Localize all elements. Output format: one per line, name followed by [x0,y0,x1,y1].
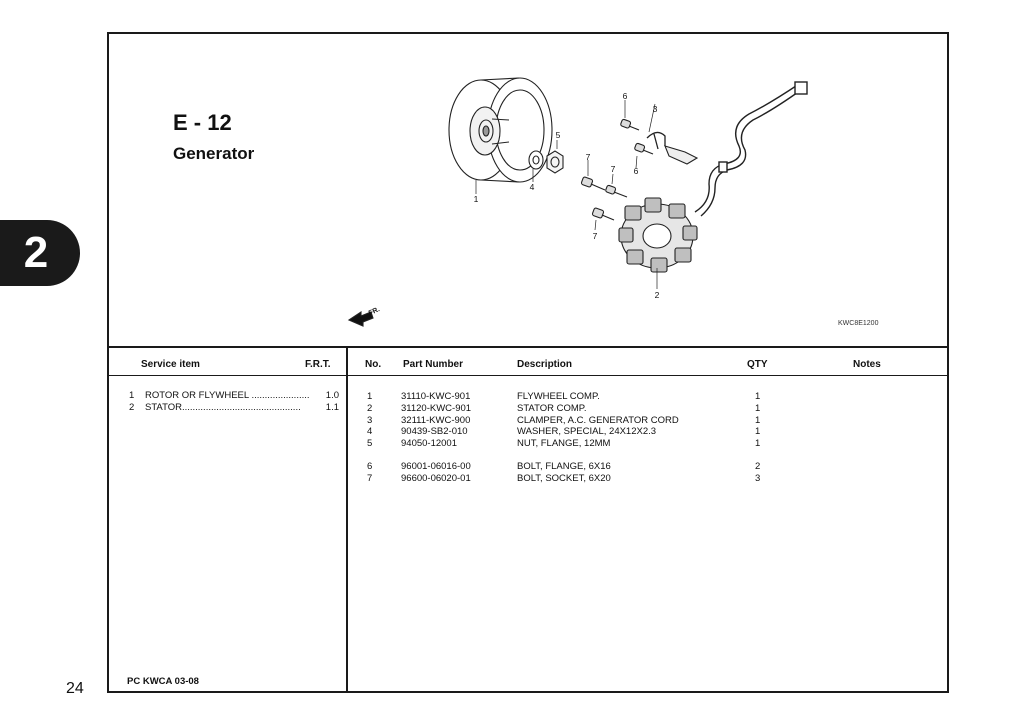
stator-drawing [619,198,697,272]
part-description: STATOR COMP. [517,402,587,414]
service-row [129,402,339,413]
service-row-label: ROTOR OR FLYWHEEL ...................... [145,390,310,401]
callout-4: 4 [529,182,535,192]
parts-row [361,461,861,473]
frt-header: F.R.T. [305,359,331,370]
parts-row [361,391,861,403]
bolts-drawing [581,119,653,220]
part-description: BOLT, FLANGE, 6X16 [517,460,611,472]
service-row-frt: 1.1 [325,402,339,413]
part-number: 31110-KWC-901 [401,391,471,402]
description-header: Description [517,359,573,370]
part-qty: 1 [755,438,761,450]
part-number: 96001-06016-00 [401,460,471,472]
service-row-no: 1 [129,390,135,401]
direction-label: FR. [367,306,381,318]
service-row-frt: 1.0 [325,390,339,401]
parts-row [361,426,861,438]
callout-7: 7 [610,164,616,174]
part-description: BOLT, SOCKET, 6X20 [517,472,611,484]
callout-3: 3 [652,104,658,114]
part-no: 1 [367,391,373,402]
table-header-rule [109,375,947,376]
callout-5: 5 [555,130,561,140]
part-qty: 1 [755,414,761,426]
part-description: FLYWHEEL COMP. [517,391,600,402]
service-row-no: 2 [129,402,135,413]
callout-7: 7 [585,152,591,162]
part-number: 96600-06020-01 [401,472,471,484]
part-no: 6 [367,460,373,472]
notes-header: Notes [853,359,881,370]
part-number: 94050-12001 [401,438,457,450]
section-title: Generator [173,144,255,163]
part-qty: 1 [755,402,761,414]
callout-6: 6 [622,91,628,101]
row-group-gap [361,450,861,461]
wiring-drawing [695,82,807,216]
part-no: 4 [367,426,373,438]
figure-code: KWC8E1200 [838,320,879,327]
generator-exploded-diagram [109,34,947,346]
parts-list [361,391,861,485]
callout-7: 7 [592,231,598,241]
document-code: PC KWCA 03-08 [127,676,199,687]
part-number: 32111-KWC-900 [401,414,471,426]
part-description: WASHER, SPECIAL, 24X12X2.3 [517,426,657,438]
parts-row [361,438,861,450]
part-number-header: Part Number [403,359,464,370]
chapter-number: 2 [23,228,49,277]
part-qty: 2 [755,460,761,472]
parts-row [361,403,861,415]
chapter-tab [0,220,80,286]
part-number: 31120-KWC-901 [401,402,472,414]
part-no: 2 [367,402,373,414]
part-description: CLAMPER, A.C. GENERATOR CORD [517,414,679,426]
clamper-drawing [647,132,665,149]
service-item-header: Service item [141,359,200,370]
column-divider [346,348,348,693]
part-description: NUT, FLANGE, 12MM [517,438,611,450]
callout-2: 2 [654,290,660,300]
callout-6: 6 [633,166,639,176]
page-number: 24 [66,680,84,697]
parts-row [361,415,861,427]
table-top-rule [109,346,947,348]
qty-header: QTY [747,359,768,370]
parts-row [361,473,861,485]
part-number: 90439-SB2-010 [401,426,468,438]
service-row [129,390,339,401]
no-header: No. [365,359,382,370]
washer-drawing [529,151,543,169]
part-qty: 3 [755,472,761,484]
service-row-label: STATOR............................................. [145,402,301,413]
part-no: 7 [367,472,373,484]
part-qty: 1 [755,391,761,402]
part-no: 3 [367,414,373,426]
callout-1: 1 [473,194,479,204]
nut-drawing [547,151,563,173]
page-frame [107,32,949,693]
part-no: 5 [367,438,373,450]
part-qty: 1 [755,426,761,438]
section-code: E - 12 [173,110,232,135]
